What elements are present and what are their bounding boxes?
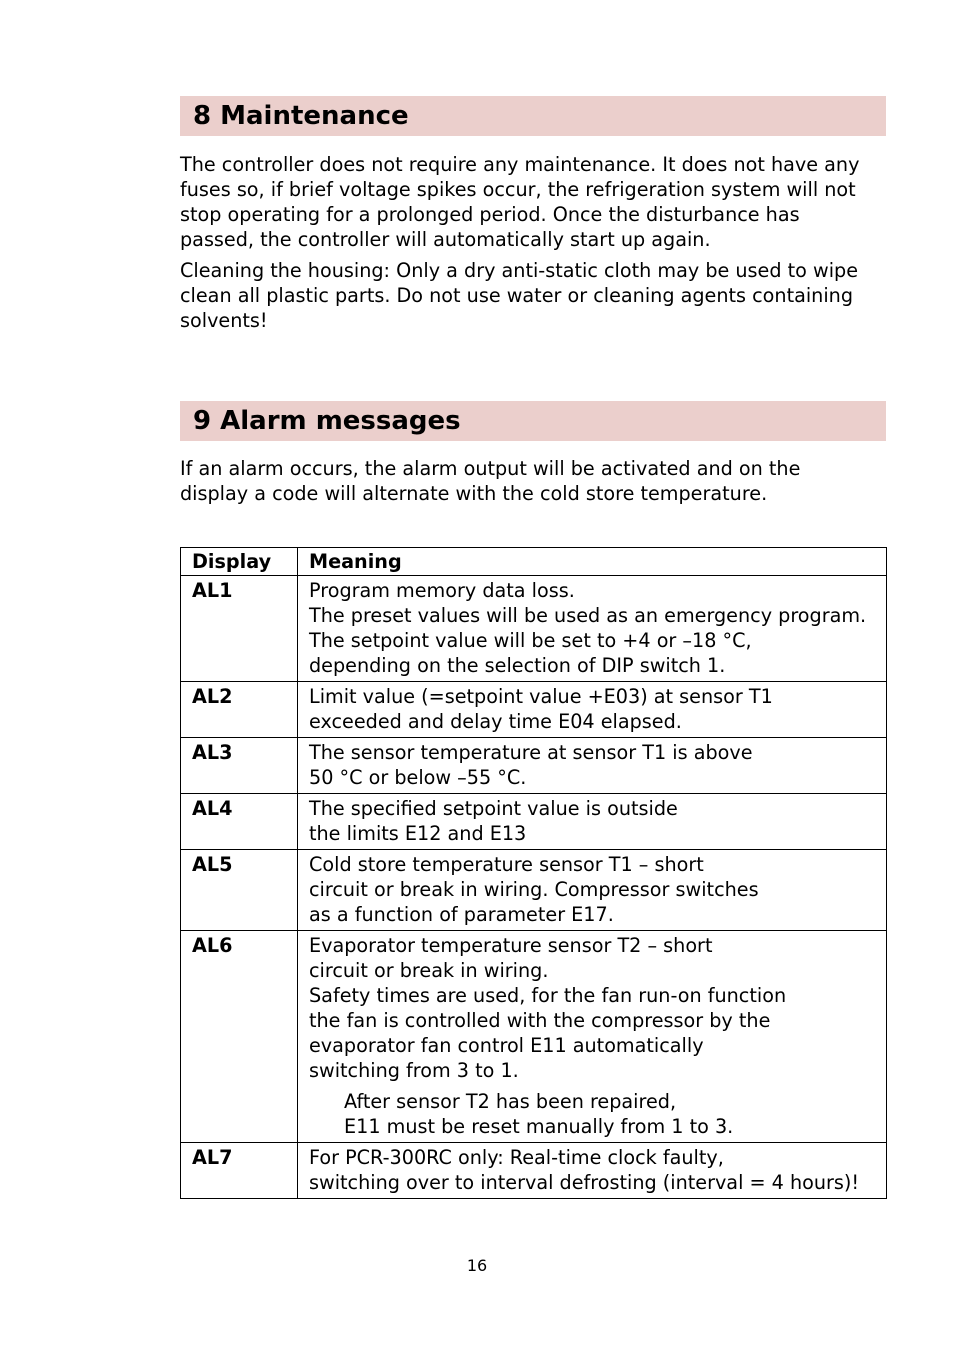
table-row xyxy=(181,738,887,794)
alarm-meaning: Program memory data loss. The preset values will be used as an emergency program. The setpoint value will be set to +4 or –18 °C, depending on the selection of DIP switch 1. xyxy=(298,576,887,682)
page-number: 16 xyxy=(466,1256,488,1275)
alarm-code: AL3 xyxy=(181,738,298,794)
maintenance-paragraph-1: The controller does not require any maintenance. It does not have any fuses so, if brief voltage spikes occur, the refrigeration system will not stop operating for a prolonged period. Once the disturbance has passed, the controller will automatically start up again. xyxy=(180,153,860,251)
table-row xyxy=(181,794,887,850)
table-row xyxy=(181,931,887,1143)
section-9-heading: 9 Alarm messages xyxy=(180,401,886,441)
header-display: Display xyxy=(181,548,298,576)
alarm-code: AL4 xyxy=(181,794,298,850)
table-row xyxy=(181,1143,887,1199)
table-row xyxy=(181,682,887,738)
alarm-meaning: Evaporator temperature sensor T2 – short circuit or break in wiring. Safety times are used, for the fan run-on function the fan is controlled with the compressor by the evaporator fan control E11 automatically switching from 3 to 1. xyxy=(309,934,787,1082)
alarm-meaning: Limit value (=setpoint value +E03) at sensor T1 exceeded and delay time E04 elapsed. xyxy=(298,682,887,738)
table-header-row xyxy=(181,548,887,576)
maintenance-paragraph-2: Cleaning the housing: Only a dry anti-static cloth may be used to wipe clean all plastic parts. Do not use water or cleaning agents containing solvents! xyxy=(180,259,859,332)
alarm-intro-paragraph: If an alarm occurs, the alarm output will be activated and on the display a code will alternate with the cold store temperature. xyxy=(180,457,801,505)
alarm-code: AL6 xyxy=(181,931,298,1143)
table-row xyxy=(181,850,887,931)
alarm-meaning: The sensor temperature at sensor T1 is above 50 °C or below –55 °C. xyxy=(298,738,887,794)
alarm-meaning: For PCR-300RC only: Real-time clock faulty, switching over to interval defrosting (interval = 4 hours)! xyxy=(298,1143,887,1199)
alarm-code: AL5 xyxy=(181,850,298,931)
table-row xyxy=(181,576,887,682)
alarm-meaning: Cold store temperature sensor T1 – short circuit or break in wiring. Compressor switches as a function of parameter E17. xyxy=(298,850,887,931)
section-8-heading: 8 Maintenance xyxy=(180,96,886,136)
alarm-code: AL2 xyxy=(181,682,298,738)
alarm-code: AL7 xyxy=(181,1143,298,1199)
alarm-code: AL1 xyxy=(181,576,298,682)
alarm-meaning: The specified setpoint value is outside the limits E12 and E13 xyxy=(298,794,887,850)
alarm-note: After sensor T2 has been repaired, E11 must be reset manually from 1 to 3. xyxy=(344,1090,734,1138)
header-meaning: Meaning xyxy=(298,548,887,576)
alarm-table xyxy=(180,547,887,1199)
alarm-meaning-cell xyxy=(298,931,887,1143)
